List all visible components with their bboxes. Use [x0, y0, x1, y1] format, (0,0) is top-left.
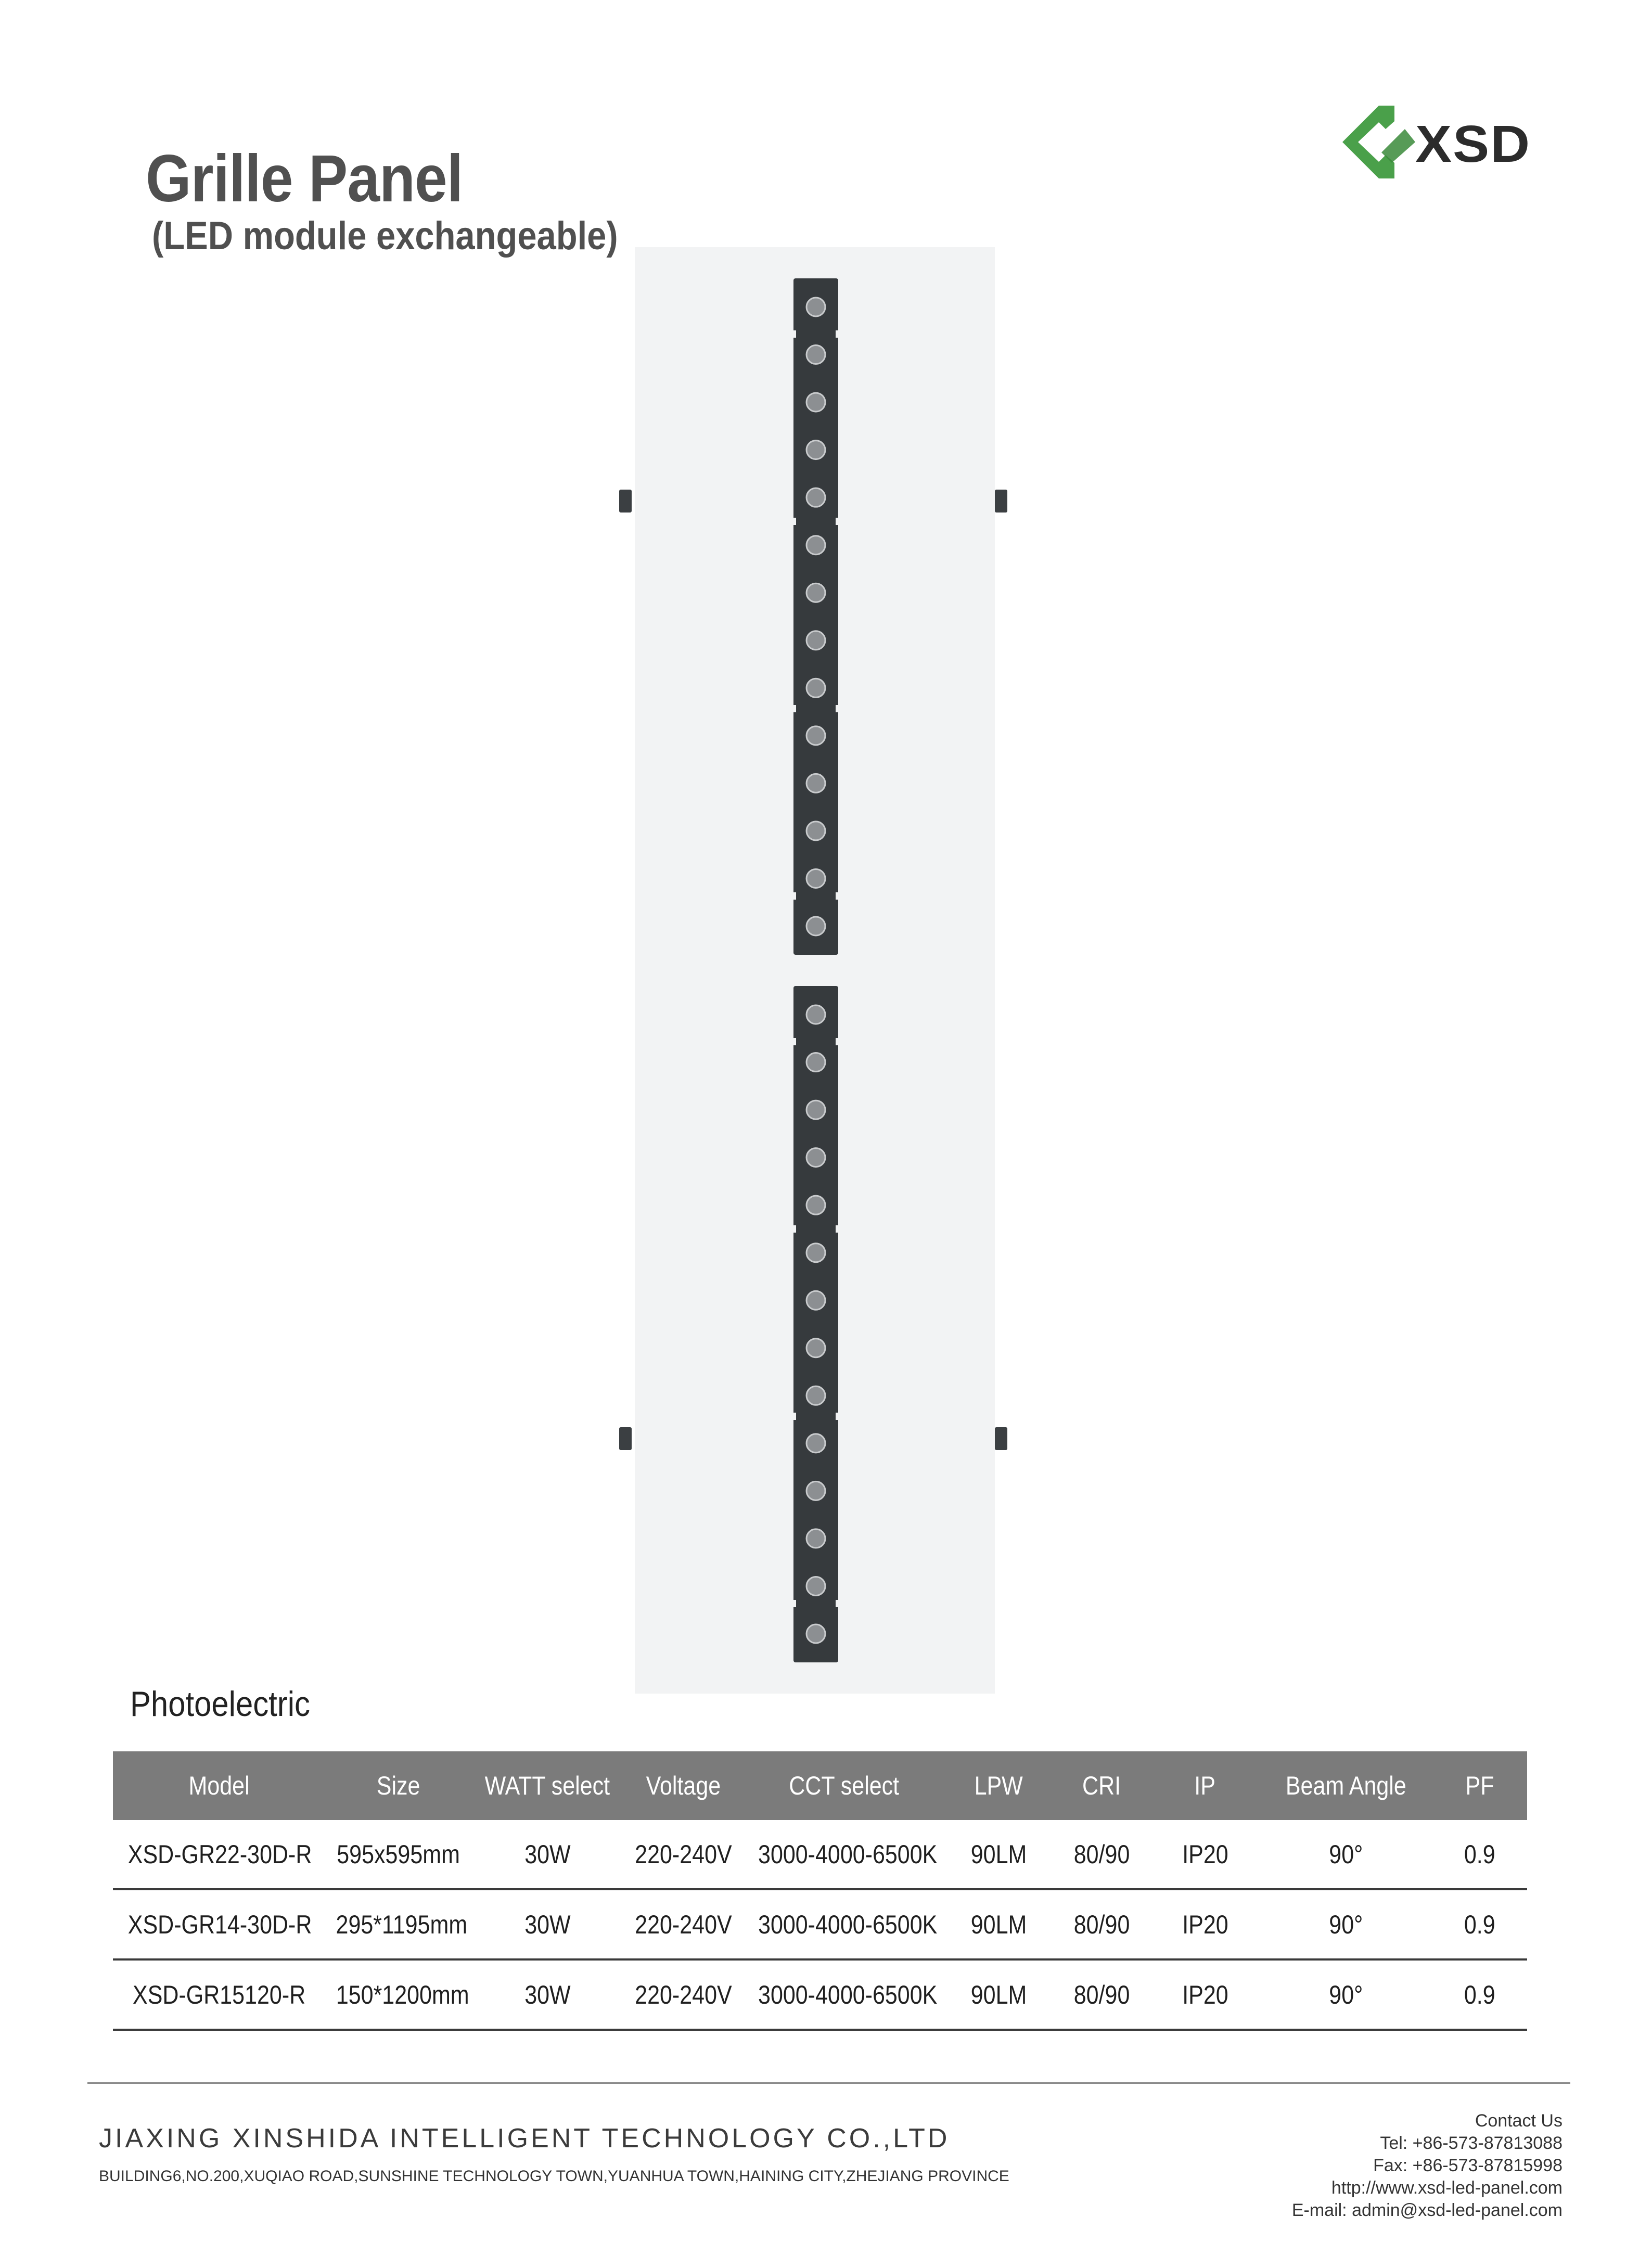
table-cell-value: 30W	[524, 1980, 571, 2009]
column-header	[1260, 1751, 1432, 1820]
table-cell	[744, 1820, 944, 1889]
led-lens	[806, 1053, 825, 1072]
table-cell-value: 90LM	[970, 1980, 1027, 2009]
table-cell-value: 80/90	[1073, 1910, 1130, 1939]
column-header-label: WATT select	[484, 1771, 610, 1800]
mounting-clip	[995, 1427, 1007, 1450]
column-header-label: Size	[377, 1771, 420, 1800]
table-cell	[113, 1959, 325, 2030]
led-lens	[806, 726, 825, 745]
mounting-clip	[619, 490, 632, 513]
mounting-clip	[995, 490, 1007, 513]
mounting-clip	[619, 1427, 632, 1450]
page-subtitle: (LED module exchangeable)	[152, 214, 618, 258]
strip-notch	[836, 1600, 841, 1607]
led-lens	[806, 441, 825, 459]
column-header	[623, 1751, 744, 1820]
strip-notch	[836, 705, 841, 712]
led-lens	[806, 1386, 825, 1405]
led-lens	[806, 1529, 825, 1548]
table-cell	[1260, 1959, 1432, 2030]
led-lens	[806, 345, 825, 364]
led-lens	[806, 1624, 825, 1643]
strip-notch	[836, 518, 841, 525]
table-cell	[325, 1889, 472, 1959]
strip-notch	[791, 1038, 796, 1045]
table-cell-value: 3000-4000-6500K	[758, 1980, 938, 2009]
led-lens	[806, 822, 825, 840]
table-cell	[113, 1889, 325, 1959]
table-cell	[325, 1820, 472, 1889]
table-cell	[1260, 1820, 1432, 1889]
column-header-label: Model	[188, 1771, 250, 1800]
led-lens	[806, 393, 825, 412]
table-cell-value: 0.9	[1464, 1980, 1495, 2009]
table-cell-value: 80/90	[1073, 1839, 1130, 1869]
table-row	[113, 1889, 1527, 1959]
contact-tel: Tel: +86-573-87813088	[1380, 2133, 1563, 2153]
table-cell	[472, 1820, 623, 1889]
contact-fax: Fax: +86-573-87815998	[1373, 2156, 1563, 2175]
strip-notch	[791, 705, 796, 712]
led-lens	[806, 1481, 825, 1500]
contact-email[interactable]: E-mail: admin@xsd-led-panel.com	[1291, 2200, 1563, 2220]
table-cell	[113, 1820, 325, 1889]
led-lens	[806, 869, 825, 888]
section-label: Photoelectric	[130, 1684, 310, 1724]
table-cell-value: IP20	[1182, 1910, 1228, 1939]
column-header	[113, 1751, 325, 1820]
strip-notch	[836, 1038, 841, 1045]
column-header-label: IP	[1194, 1771, 1216, 1800]
table-cell-value: 295*1195mm	[336, 1910, 468, 1939]
table-cell	[744, 1959, 944, 2030]
column-header-label: LPW	[974, 1771, 1023, 1800]
table-cell-value: XSD-GR22-30D-R	[127, 1839, 312, 1869]
column-header-label: CRI	[1082, 1771, 1121, 1800]
led-strip-body	[793, 986, 838, 1662]
led-lens	[806, 1100, 825, 1119]
table-cell	[744, 1889, 944, 1959]
table-cell	[472, 1959, 623, 2030]
strip-notch	[836, 892, 841, 900]
table-cell-value: 150*1200mm	[336, 1980, 469, 2009]
table-cell-value: 0.9	[1464, 1839, 1495, 1869]
table-cell-value: 90LM	[970, 1910, 1027, 1939]
led-lens	[806, 678, 825, 697]
strip-notch	[836, 330, 841, 338]
table-cell-value: 3000-4000-6500K	[758, 1910, 938, 1939]
table-cell-value: IP20	[1182, 1980, 1228, 2009]
table-cell-value: 30W	[524, 1910, 571, 1939]
table-cell	[944, 1959, 1053, 2030]
led-lens	[806, 631, 825, 650]
contact-block	[1292, 2110, 1563, 2222]
table-cell-value: 0.9	[1464, 1910, 1495, 1939]
table-row	[113, 1820, 1527, 1889]
table-cell	[623, 1820, 744, 1889]
led-strip-graphic	[635, 247, 995, 1694]
table-cell	[623, 1959, 744, 2030]
led-strip-body	[793, 278, 838, 955]
logo-text: XSD	[1415, 115, 1531, 173]
table-header-row	[113, 1751, 1527, 1820]
led-lens	[806, 488, 825, 507]
table-cell-value: IP20	[1182, 1839, 1228, 1869]
table-cell-value: 90LM	[970, 1839, 1027, 1869]
table-cell	[1432, 1820, 1527, 1889]
strip-notch	[791, 330, 796, 338]
table-cell-value: 595x595mm	[337, 1839, 460, 1869]
table-cell	[1053, 1889, 1150, 1959]
led-lens	[806, 1339, 825, 1357]
table-cell	[1260, 1889, 1432, 1959]
table-cell	[1150, 1820, 1260, 1889]
strip-notch	[791, 1225, 796, 1233]
led-lens	[806, 1577, 825, 1595]
table-row	[113, 1959, 1527, 2030]
table-cell-value: XSD-GR15120-R	[132, 1980, 306, 2009]
table-cell-value: 30W	[524, 1839, 571, 1869]
led-lens	[806, 774, 825, 792]
strip-notch	[791, 518, 796, 525]
led-lens	[806, 1196, 825, 1214]
table-cell-value: XSD-GR14-30D-R	[127, 1910, 312, 1939]
table-cell	[325, 1959, 472, 2030]
column-header-label: PF	[1465, 1771, 1494, 1800]
table-cell	[1432, 1889, 1527, 1959]
column-header	[472, 1751, 623, 1820]
table-cell-value: 3000-4000-6500K	[758, 1839, 938, 1869]
company-name: JIAXING XINSHIDA INTELLIGENT TECHNOLOGY CO.,LTD	[99, 2123, 950, 2154]
column-header-label: Beam Angle	[1286, 1771, 1406, 1800]
led-lens	[806, 583, 825, 602]
table-cell	[472, 1889, 623, 1959]
led-lens	[806, 1434, 825, 1453]
column-header-label: CCT select	[789, 1771, 899, 1800]
contact-web[interactable]: http://www.xsd-led-panel.com	[1331, 2178, 1563, 2198]
footer-divider	[87, 2082, 1570, 2084]
table-cell-value: 220-240V	[634, 1910, 732, 1939]
table-cell-value: 80/90	[1073, 1980, 1130, 2009]
table-cell-value: 220-240V	[634, 1839, 732, 1869]
table-cell	[944, 1889, 1053, 1959]
led-lens	[806, 1148, 825, 1167]
led-lens	[806, 1005, 825, 1024]
led-lens	[806, 1244, 825, 1262]
table-cell-value: 220-240V	[634, 1980, 732, 2009]
table-cell	[944, 1820, 1053, 1889]
led-lens	[806, 298, 825, 316]
contact-heading: Contact Us	[1475, 2111, 1563, 2131]
column-header	[1150, 1751, 1260, 1820]
strip-notch	[791, 1413, 796, 1420]
column-header	[744, 1751, 944, 1820]
column-header	[944, 1751, 1053, 1820]
table-cell-value: 90°	[1329, 1980, 1363, 2009]
strip-notch	[791, 1600, 796, 1607]
led-lens	[806, 917, 825, 936]
table-cell-value: 90°	[1329, 1910, 1363, 1939]
strip-notch	[791, 892, 796, 900]
column-header	[1053, 1751, 1150, 1820]
column-header	[325, 1751, 472, 1820]
column-header	[1432, 1751, 1527, 1820]
spec-table	[113, 1751, 1527, 2031]
page-title: Grille Panel	[146, 142, 463, 216]
column-header-label: Voltage	[646, 1771, 721, 1800]
product-image	[635, 247, 995, 1694]
table-cell-value: 90°	[1329, 1839, 1363, 1869]
table-cell	[1150, 1959, 1260, 2030]
led-lens	[806, 1291, 825, 1310]
table-cell	[1053, 1959, 1150, 2030]
strip-notch	[836, 1225, 841, 1233]
table-cell	[1150, 1889, 1260, 1959]
led-lens	[806, 536, 825, 555]
table-cell	[1053, 1820, 1150, 1889]
table-cell	[1432, 1959, 1527, 2030]
company-address: BUILDING6,NO.200,XUQIAO ROAD,SUNSHINE TECHNOLOGY TOWN,YUANHUA TOWN,HAINING CITY,ZHEJIANG PROVINCE	[99, 2168, 1009, 2185]
table-cell	[623, 1889, 744, 1959]
strip-notch	[836, 1413, 841, 1420]
